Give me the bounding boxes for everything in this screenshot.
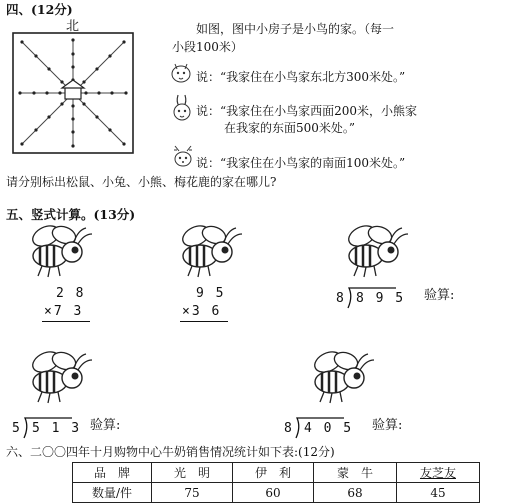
direction-grid (12, 32, 134, 158)
rabbit-quote-2: 在我家的东面500米处。” (224, 121, 356, 135)
section5-header: 五、竖式计算。(13分) (6, 207, 136, 222)
problem1-rule (42, 321, 90, 322)
house-icon (62, 80, 84, 99)
problem1-top: 2 8 (56, 286, 86, 301)
table-cell-quantity: 68 (314, 483, 397, 503)
problem4-dividend: 5 1 3 (32, 421, 82, 436)
bee-icon (304, 348, 376, 406)
table-cell-brand: 友芝友 (397, 463, 480, 483)
bee-icon (172, 222, 244, 280)
table-cell-brand: 光 明 (152, 463, 233, 483)
table-cell-row-header: 品 牌 (73, 463, 152, 483)
problem2-top: 9 5 (196, 286, 226, 301)
section6-header: 六、二〇〇四年十月购物中心牛奶销售情况统计如下表:(12分) (6, 445, 335, 459)
squirrel-icon (170, 58, 194, 90)
problem3-check: 验算: (424, 288, 455, 303)
rabbit-quote-1: 说：“我家住在小鸟家西面200米，小熊家 (196, 104, 418, 118)
problem5-dividend: 4 0 5 (304, 421, 354, 436)
question: 请分别标出松鼠、小兔、小熊、梅花鹿的家在哪儿? (6, 175, 277, 189)
problem5-divisor: 8 (284, 421, 294, 436)
table-row (73, 463, 480, 483)
bee-icon (338, 222, 410, 280)
intro-line-1: 如图，图中小房子是小鸟的家。（每一 (196, 22, 395, 36)
table-cell-quantity: 60 (233, 483, 314, 503)
table-row (73, 483, 480, 503)
problem2-rule (180, 321, 228, 322)
table-cell-quantity: 75 (152, 483, 233, 503)
squirrel-quote: 说：“我家住在小鸟家东北方300米处。” (196, 70, 406, 84)
table-cell-brand: 蒙 牛 (314, 463, 397, 483)
north-label: 北 (66, 19, 80, 34)
problem1-bottom: ×7 3 (44, 304, 84, 319)
table-cell-brand: 伊 利 (233, 463, 314, 483)
deer-quote: 说：“我家住在小鸟家的南面100米处。” (196, 156, 406, 170)
problem3-divisor: 8 (336, 291, 346, 306)
section4-header: 四、(12分) (6, 2, 73, 17)
table-cell-quantity: 45 (397, 483, 480, 503)
problem2-bottom: ×3 6 (182, 304, 222, 319)
problem4-check: 验算: (90, 418, 121, 433)
bee-icon (22, 348, 94, 406)
problem3-dividend: 8 9 5 (356, 291, 406, 306)
problem4-divisor: 5 (12, 421, 22, 436)
deer-icon (170, 142, 196, 174)
table-cell-row-header: 数量/件 (73, 483, 152, 503)
bee-icon (22, 222, 94, 280)
intro-line-2: 小段100米） (172, 40, 243, 54)
rabbit-icon (170, 93, 194, 127)
sales-table (72, 462, 480, 503)
problem5-check: 验算: (372, 418, 403, 433)
